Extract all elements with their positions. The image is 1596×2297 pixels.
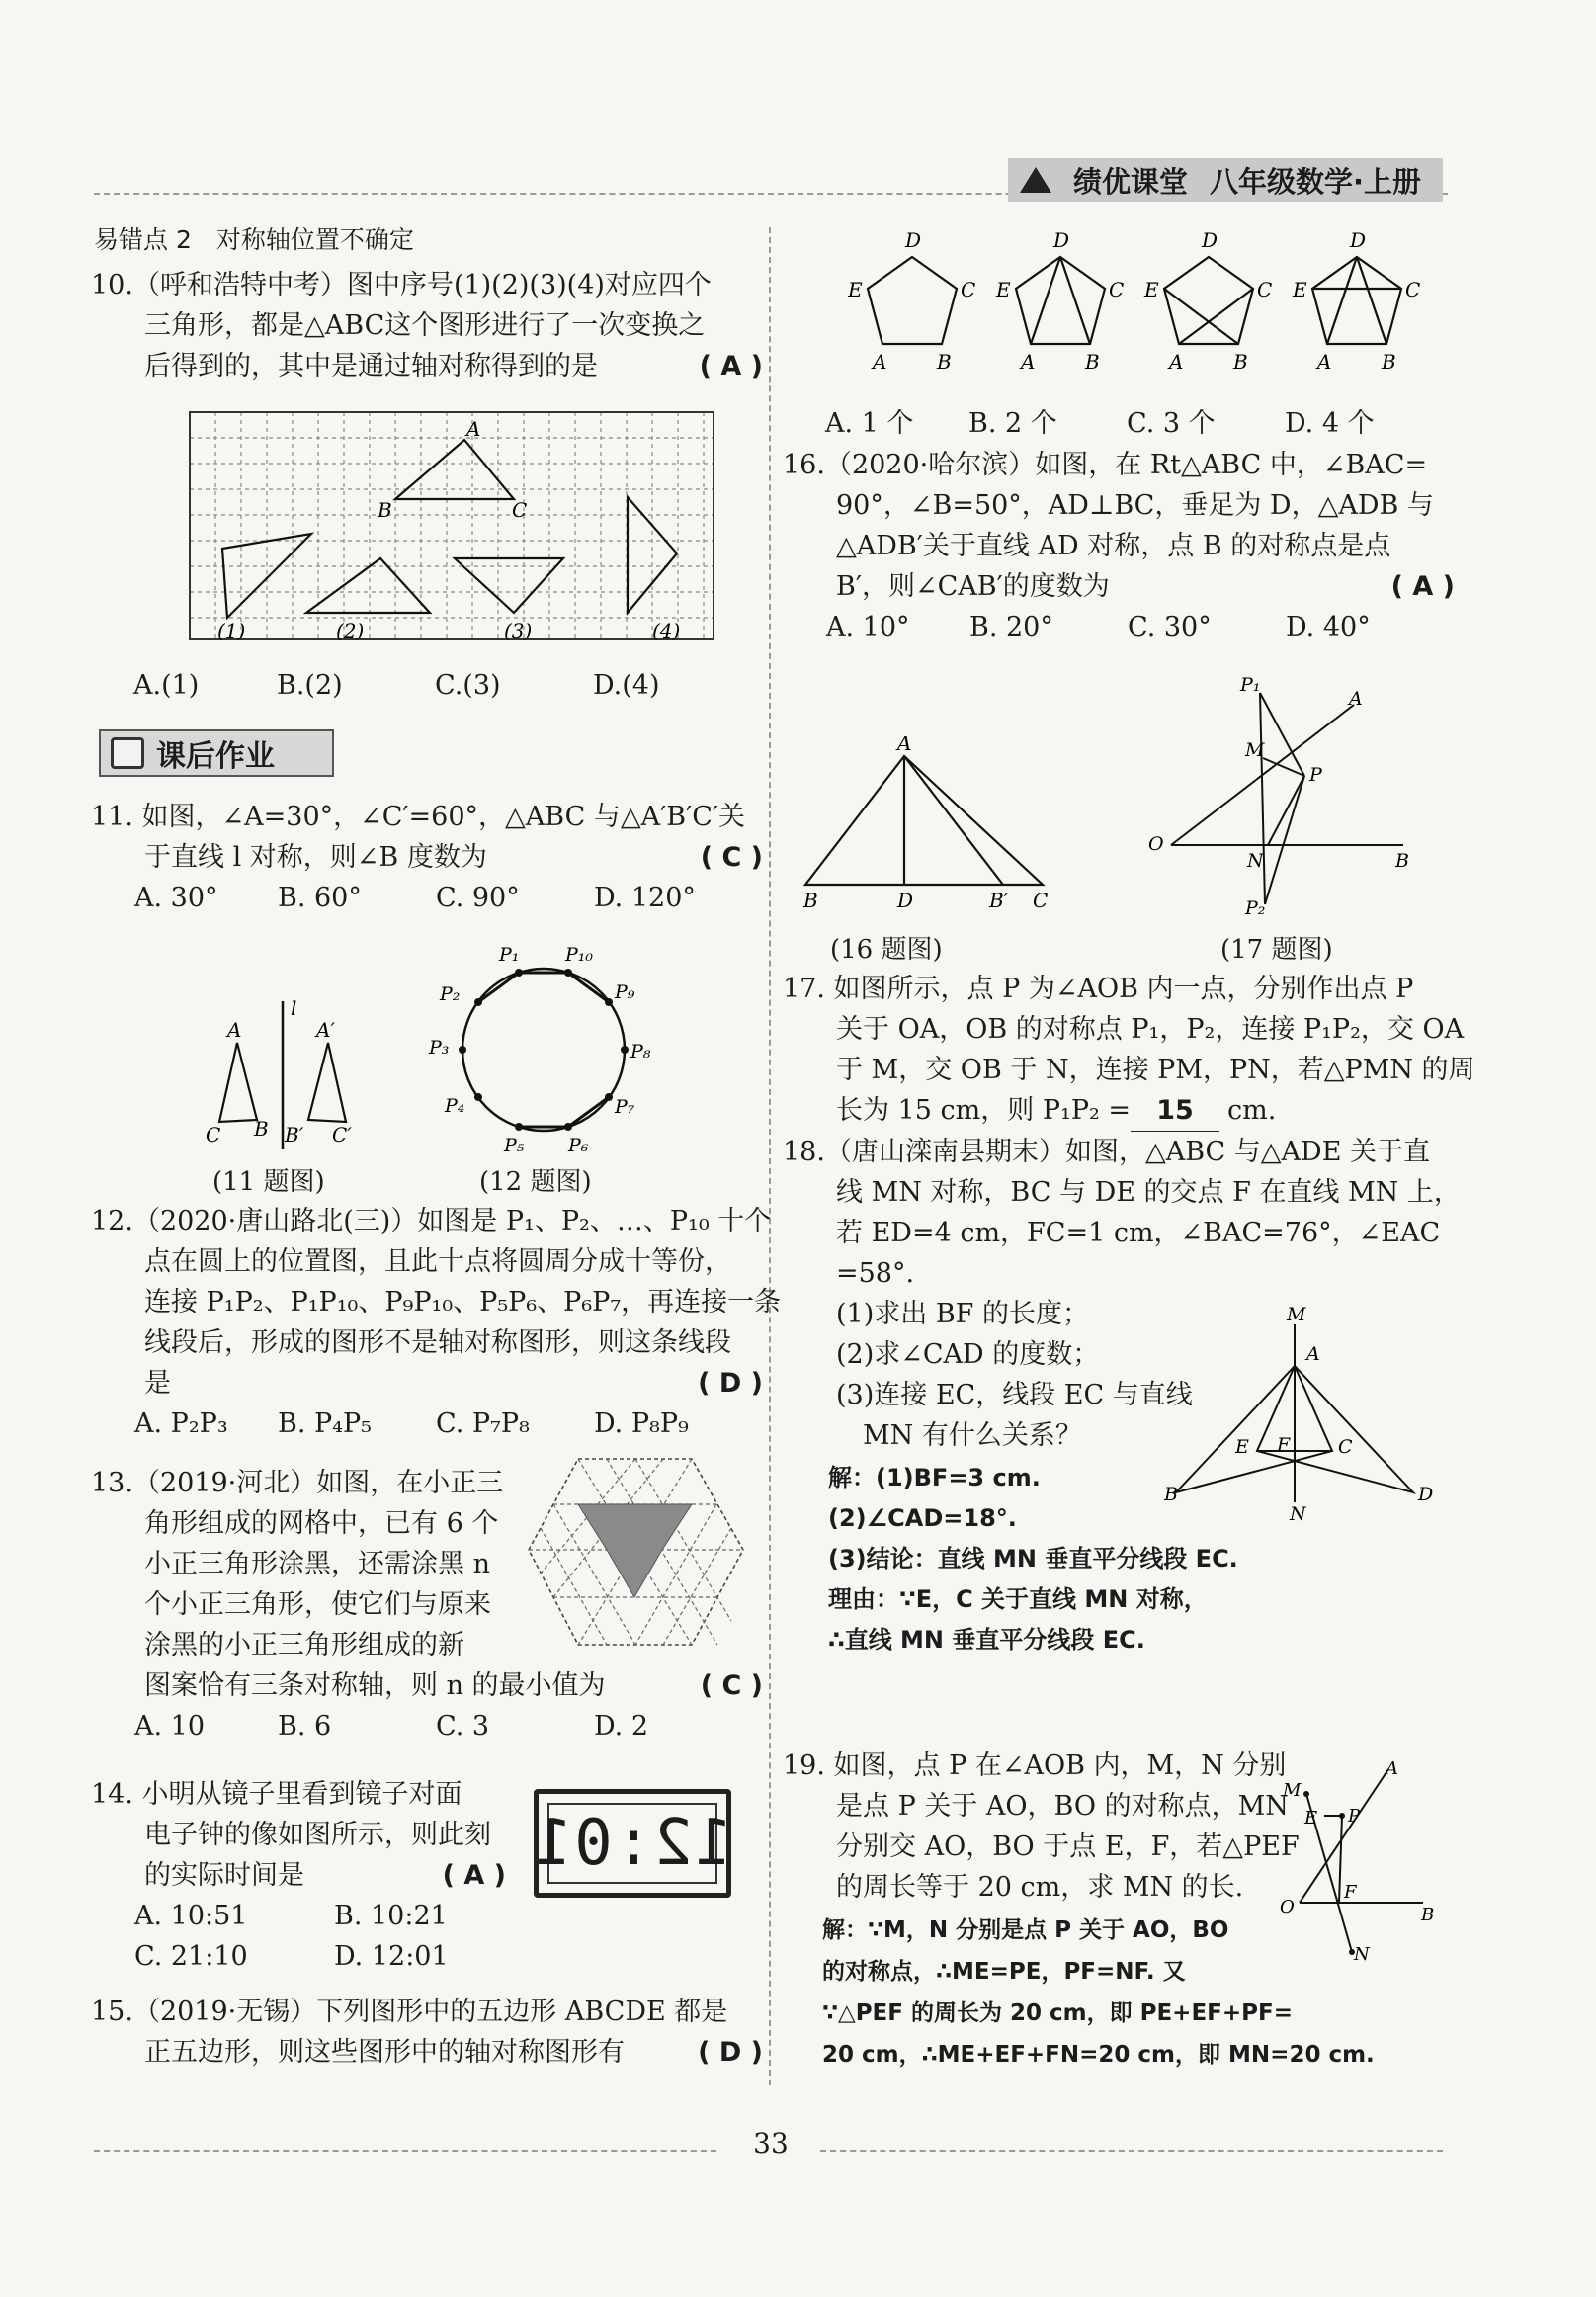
- fig-label: (2): [336, 619, 365, 642]
- q10-option: C.(3): [435, 670, 501, 701]
- fig-label: A: [873, 350, 887, 374]
- fig-label: P₇: [615, 1096, 635, 1118]
- subject: 八年级数学·上册: [1210, 164, 1422, 199]
- fig-label: M: [1245, 739, 1265, 761]
- q11-option: C. 90°: [436, 883, 520, 913]
- fig-label: C: [1109, 278, 1125, 301]
- q18-subquestion: (3)连接 EC，线段 EC 与直线: [783, 1380, 1193, 1410]
- fig-label: N: [1290, 1503, 1306, 1522]
- q12-line: 线段后，形成的图形不是轴对称图形，则这条线段: [91, 1327, 731, 1358]
- q19-line: 的周长等于 20 cm，求 MN 的长.: [783, 1872, 1244, 1903]
- q13-shaded-triangles: [578, 1504, 692, 1597]
- q12-line: 是: [91, 1368, 171, 1399]
- column-divider: [769, 227, 771, 2085]
- fig-label: A: [466, 417, 481, 441]
- fig-label: C: [1338, 1436, 1353, 1458]
- q16-line: △ADB′关于直线 AD 对称，点 B 的对称点是点: [783, 531, 1391, 561]
- fig-label: P₄: [445, 1095, 465, 1117]
- circle: [462, 969, 625, 1131]
- triangle-ade: [1257, 1366, 1413, 1492]
- q17-line: 关于 OA，OB 的对称点 P₁，P₂，连接 P₁P₂，交 OA: [783, 1014, 1465, 1045]
- fig-label: D: [905, 228, 922, 252]
- q14-option: B. 10:21: [334, 1901, 448, 1931]
- fig-label: D: [1053, 228, 1070, 252]
- fig-label: D: [897, 889, 914, 912]
- q16-line: 90°，∠B=50°，AD⊥BC，垂足为 D，△ADB 与: [783, 490, 1434, 521]
- footer-divider-right: [820, 2150, 1443, 2152]
- q10-grid-figure: [188, 410, 721, 647]
- segment-pf: [1339, 1816, 1342, 1903]
- triangle-abc: [1176, 1366, 1332, 1492]
- q11-option: A. 30°: [134, 883, 218, 913]
- fig-label: C: [1033, 889, 1049, 912]
- q11: [91, 797, 763, 918]
- clock-digits: [532, 1803, 733, 1884]
- q10-triangles: [222, 440, 677, 618]
- q12-option: D. P₈P₉: [594, 1408, 689, 1439]
- q13-line: 13.（2019·河北）如图，在小正三: [91, 1468, 504, 1498]
- mirror-clock: [534, 1789, 731, 1898]
- fig-label: F: [1277, 1434, 1291, 1456]
- fig-label: (3): [504, 619, 533, 642]
- q13-option: B. 6: [278, 1711, 332, 1742]
- q15-line: 15.（2019·无锡）下列图形中的五边形 ABCDE 都是: [91, 1997, 728, 2027]
- fig-label: P₅: [504, 1135, 525, 1156]
- q11-answer: ( C ): [700, 842, 763, 873]
- q17-unit: cm.: [1227, 1095, 1277, 1126]
- q15-line: 正五边形，则这些图形中的轴对称图形有: [91, 2037, 625, 2068]
- fig-label: B: [1395, 850, 1409, 872]
- q18-line: 若 ED=4 cm，FC=1 cm，∠BAC=76°，∠EAC: [783, 1218, 1441, 1248]
- fig-label: C: [961, 278, 976, 301]
- q12-figure: [425, 939, 662, 1161]
- fig-label: B: [1085, 350, 1100, 374]
- q16-answer: ( A ): [1390, 571, 1455, 602]
- q19-line: 19. 如图，点 P 在∠AOB 内，M，N 分别: [783, 1750, 1287, 1781]
- fig-label: M: [1287, 1305, 1306, 1325]
- q12-line: 连接 P₁P₂、P₁P₁₀、P₉P₁₀、P₅P₆、P₆P₇，再连接一条: [91, 1287, 782, 1318]
- fig-label: C: [512, 498, 528, 522]
- q15-option: B. 2 个: [968, 408, 1057, 439]
- fig-label: P: [1348, 1806, 1361, 1827]
- triangle-icon: [1020, 167, 1051, 193]
- fig-label: A: [1349, 688, 1363, 710]
- pentagon-3: [1164, 257, 1253, 344]
- q18-line: 线 MN 对称，BC 与 DE 的交点 F 在直线 MN 上，: [783, 1177, 1461, 1208]
- fig-label: A: [897, 736, 912, 755]
- fig-label: E: [1235, 1436, 1249, 1458]
- q13-line: 图案恰有三条对称轴，则 n 的最小值为: [91, 1670, 606, 1701]
- fig-label: A: [1306, 1343, 1320, 1365]
- q15: [91, 1992, 763, 2073]
- q10-line: 后得到的，其中是通过轴对称得到的是: [91, 351, 598, 382]
- q14-option: A. 10:51: [134, 1901, 248, 1931]
- fig-label: D: [1418, 1484, 1434, 1505]
- fig-label: P₁₀: [565, 944, 594, 966]
- q16-line: 16.（2020·哈尔滨）如图，在 Rt△ABC 中，∠BAC=: [783, 450, 1428, 480]
- chord-p9-p10: [568, 973, 609, 1002]
- clock-display: 12:01: [532, 1807, 733, 1880]
- q12-option: C. P₇P₈: [436, 1408, 530, 1439]
- q12-line: 12.（2020·唐山路北(三)）如图是 P₁、P₂、…、P₁₀ 十个: [91, 1206, 772, 1236]
- q15-answer: ( D ): [698, 2037, 763, 2068]
- q12-chords: [478, 973, 609, 1127]
- error-point-heading: 易错点 2 对称轴位置不确定: [94, 225, 414, 254]
- q18-solution-line: (2)∠CAD=18°.: [828, 1504, 1017, 1532]
- fig-label: A′: [316, 1018, 335, 1042]
- q10-options: [133, 665, 687, 706]
- fig-label: A: [1386, 1758, 1398, 1779]
- q14-option: D. 12:01: [334, 1941, 449, 1972]
- q10-line: 10.（呼和浩特中考）图中序号(1)(2)(3)(4)对应四个: [91, 270, 712, 300]
- fig-label: B: [1233, 350, 1248, 374]
- fig-label: P₃: [429, 1037, 450, 1059]
- q19-line: 分别交 AO，BO 于点 E，F，若△PEF: [783, 1831, 1300, 1862]
- fig-label: B: [1421, 1905, 1435, 1925]
- fig-label: C: [206, 1123, 221, 1147]
- fig-label: C: [1405, 278, 1421, 301]
- fig-label: B′: [285, 1123, 304, 1147]
- q13-line: 角形组成的网格中，已有 6 个: [91, 1508, 499, 1539]
- segment-ab-prime: [904, 756, 1003, 885]
- fig-label: N: [1354, 1944, 1370, 1962]
- q13-line: 个小正三角形，使它们与原来: [91, 1589, 491, 1620]
- q17-caption: (17 题图): [1220, 935, 1333, 965]
- q12-option: A. P₂P₃: [134, 1408, 228, 1439]
- fig-label: E: [1293, 278, 1307, 301]
- brand: 绩优课堂: [1073, 164, 1189, 199]
- fig-label: P₂: [1245, 897, 1266, 919]
- q12-answer: ( D ): [698, 1368, 763, 1399]
- triangle-abc: [219, 1043, 257, 1122]
- fig-label: E: [1304, 1808, 1318, 1829]
- q17-line: 于 M，交 OB 于 N，连接 PM，PN，若△PMN 的周: [783, 1055, 1475, 1085]
- fig-label: B: [1382, 350, 1396, 374]
- fig-label: M: [1283, 1780, 1302, 1801]
- footer-divider-left: [94, 2150, 716, 2152]
- q15-option: C. 3 个: [1127, 408, 1216, 439]
- fig-label: E: [848, 278, 863, 301]
- homework-heading: [99, 729, 334, 777]
- fig-label: (1): [217, 619, 246, 642]
- q16-line: B′，则∠CAB′的度数为: [783, 571, 1110, 602]
- q19-solution-line: 的对称点，∴ME=PE，PF=NF. 又: [822, 1959, 1186, 1985]
- q11-option: B. 60°: [278, 883, 362, 913]
- q13-option: C. 3: [436, 1711, 490, 1742]
- q13-line: 小正三角形涂黑，还需涂黑 n: [91, 1549, 490, 1579]
- q14-line: 的实际时间是: [91, 1860, 304, 1891]
- pencil-notebook-icon: [111, 737, 144, 769]
- q17: [783, 969, 1475, 1132]
- fig-label: A: [1317, 350, 1332, 374]
- fig-label: P₆: [568, 1135, 589, 1156]
- q18-figure: [1156, 1305, 1443, 1522]
- q14-answer: ( A ): [442, 1860, 506, 1891]
- q13-option: D. 2: [594, 1711, 649, 1742]
- fig-label: B: [378, 498, 392, 522]
- q17-line: 长为 15 cm，则 P₁P₂ =: [783, 1095, 1132, 1126]
- fig-label: C′: [332, 1123, 352, 1147]
- q14-line: 电子钟的像如图所示，则此刻: [91, 1820, 491, 1850]
- fig-label: P₈: [630, 1041, 651, 1063]
- q17-figure: [1136, 677, 1433, 924]
- q16-option: C. 30°: [1128, 612, 1212, 642]
- fig-label: l: [291, 996, 297, 1020]
- q12-line: 点在圆上的位置图，且此十点将圆周分成十等份，: [91, 1246, 731, 1277]
- q16: [783, 445, 1455, 647]
- chord-p6-p7: [568, 1097, 609, 1127]
- q13-answer: ( C ): [700, 1670, 763, 1701]
- fig-label: F: [1344, 1882, 1357, 1903]
- page-number: 33: [753, 2127, 789, 2160]
- q11-caption: (11 题图): [212, 1167, 325, 1197]
- q12-caption: (12 题图): [479, 1167, 592, 1197]
- fig-label: B′: [989, 889, 1009, 912]
- header-badge: [1008, 158, 1443, 202]
- segment-p1-p: [1260, 693, 1304, 776]
- q19-figure: [1275, 1754, 1443, 1962]
- q14-line: 14. 小明从镜子里看到镜子对面: [91, 1779, 462, 1810]
- fig-label: A: [1169, 350, 1184, 374]
- pentagon-4: [1312, 257, 1401, 344]
- fig-label: P: [1309, 764, 1322, 786]
- fig-label: C: [1257, 278, 1273, 301]
- fig-label: A: [1021, 350, 1036, 374]
- fig-label: O: [1148, 833, 1164, 855]
- fig-label: A: [227, 1018, 242, 1042]
- q18-subquestion: (2)求∠CAD 的度数；: [783, 1339, 1100, 1370]
- q10-option: A.(1): [133, 670, 200, 701]
- q12: [91, 1201, 782, 1444]
- q10-line: 三角形，都是△ABC这个图形进行了一次变换之: [91, 310, 706, 341]
- q15-pentagons: [848, 227, 1441, 385]
- triangle-abc: [395, 440, 514, 499]
- q18-line: 18.（唐山滦南县期末）如图，△ABC 与△ADE 关于直: [783, 1137, 1430, 1167]
- fig-label: P₉: [615, 981, 635, 1003]
- pentagon-2: [1016, 257, 1105, 344]
- pentagon-1: [868, 257, 957, 344]
- chord-p1-p2: [478, 973, 519, 1002]
- q18-solution-line: 解：(1)BF=3 cm.: [828, 1464, 1041, 1491]
- q15-option: D. 4 个: [1285, 408, 1375, 439]
- q10-option: D.(4): [593, 670, 660, 701]
- q17-line: 17. 如图所示，点 P 为∠AOB 内一点，分别作出点 P: [783, 974, 1414, 1004]
- fig-label: P₁: [1240, 677, 1261, 696]
- fig-label: E: [1144, 278, 1159, 301]
- triangle-abc: [805, 756, 1043, 885]
- fig-label: O: [1280, 1897, 1295, 1917]
- fig-label: P₂: [440, 983, 461, 1005]
- q18-solution-line: 理由：∵E，C 关于直线 MN 对称，: [828, 1585, 1208, 1613]
- q19-line: 是点 P 关于 AO，BO 的对称点，MN: [783, 1791, 1289, 1822]
- q18-subquestion: (1)求出 BF 的长度；: [783, 1299, 1089, 1329]
- q13-hex-grid: [524, 1451, 751, 1654]
- q16-option: A. 10°: [826, 612, 910, 642]
- q13-option: A. 10: [134, 1711, 206, 1742]
- q10-answer: ( A ): [699, 351, 763, 382]
- q11-line: 于直线 l 对称，则∠B 度数为: [91, 842, 487, 873]
- fig-label: E: [996, 278, 1011, 301]
- q11-figure: [198, 993, 371, 1156]
- q16-option: B. 20°: [969, 612, 1053, 642]
- q17-answer: 15: [1131, 1090, 1219, 1132]
- homework-title: 课后作业: [156, 739, 275, 774]
- q10-option: B.(2): [277, 670, 343, 701]
- fig-label: D: [1350, 228, 1367, 252]
- fig-label: B: [254, 1117, 269, 1141]
- fig-label: (4): [652, 619, 681, 642]
- q19-solution-line: 20 cm，∴ME+EF+FN=20 cm，即 MN=20 cm.: [822, 2042, 1375, 2068]
- q11-option: D. 120°: [594, 883, 696, 913]
- segment-p1-p2: [1260, 693, 1265, 904]
- segment-pm: [1263, 758, 1304, 776]
- q18-line: =58°.: [783, 1258, 915, 1289]
- q12-option: B. P₄P₅: [278, 1408, 372, 1439]
- fig-label: B: [803, 889, 818, 912]
- q18-solution-line: ∴直线 MN 垂直平分线段 EC.: [828, 1626, 1145, 1654]
- q18-solution-line: (3)结论：直线 MN 垂直平分线段 EC.: [828, 1545, 1238, 1573]
- fig-label: B: [937, 350, 952, 374]
- q16-figure: [796, 736, 1062, 914]
- q10: [91, 265, 763, 386]
- fig-label: B: [1164, 1484, 1178, 1505]
- q19-solution-line: ∵△PEF 的周长为 20 cm，即 PE+EF+PF=: [822, 2000, 1293, 2026]
- q18-subquestion: MN 有什么关系？: [783, 1420, 1082, 1451]
- q15-options: [825, 403, 1458, 444]
- q11-line: 11. 如图，∠A=30°，∠C′=60°，△ABC 与△A′B′C′关: [91, 802, 746, 832]
- triangle-abc-prime: [308, 1043, 346, 1122]
- fig-label: N: [1247, 850, 1264, 872]
- q15-option: A. 1 个: [825, 408, 914, 439]
- q16-caption: (16 题图): [830, 935, 943, 965]
- q19-solution-line: 解：∵M，N 分别是点 P 关于 AO，BO: [822, 1917, 1229, 1943]
- fig-label: D: [1202, 228, 1218, 252]
- q13-line: 涂黑的小正三角形组成的新: [91, 1630, 464, 1660]
- q16-option: D. 40°: [1286, 612, 1371, 642]
- fig-label: P₁: [499, 944, 520, 966]
- q14-option: C. 21:10: [134, 1941, 248, 1972]
